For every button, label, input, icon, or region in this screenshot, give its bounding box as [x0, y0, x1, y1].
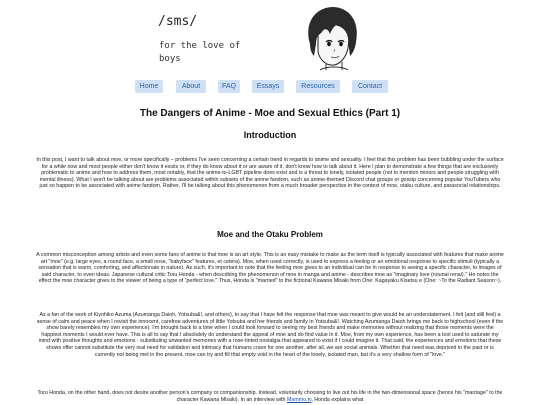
nav-home-button[interactable]: Home — [135, 80, 163, 93]
moe-paragraph-3-end: , Honda explains what — [311, 396, 364, 403]
moe-paragraph-3-start: Toru Honda, on the other hand, does not desire another person's company or companionship. Instead, voluntarily choosing to live out his life in the two-dimensional space (hence his "marriage" to the character Kawana Misaki). In an interview with — [37, 390, 503, 403]
nav-resources-button[interactable]: Resources — [296, 80, 340, 93]
intro-paragraph: In this post, I want to talk about moe, or more specifically – problems I've seen concerning a certain trend in regards to anime and sexuality. I feel that this problem has been bubbling under the surface for a while now and most people either don't know it exists or, if they do know about it or are aware of it, don't know how to talk about it. Here I plan to demonstrate a few things that are exclusively problematic to anime and how to address them, most notably, that the anime-to-LGBT pipeline does exist and is a threat to lonely, isolated people (not to mention minors and people struggling with mental illness). What I won't be talking about are problems associated within subsets of the anime fandom, such as anime-themed Discord chat groups or gossip concerning popular YouTubers who just so happen to be associated with anime fandom. Rather, I'll be talking about this phenomenon from a much broader perspective in the context of moe, otaku culture, and parasocial relationships. — [36, 157, 504, 190]
mammo-tv-link[interactable]: Mammo.tv — [286, 396, 312, 403]
intro-heading: Introduction — [243, 130, 297, 140]
site-header — [0, 0, 540, 76]
moe-paragraph-1: A common misconception among artists and even some fans of anime is that moe is an art style. This is an easy mistake to make as the term itself is typically associated with features that make anime art "moe" (e.g. large eyes, a round face, a small nose, "babyface" features, et cetera). Moe, when used correctly, is used to express a feeling or an emotional response to specific stimuli (typically a sensation that is warm, comforting, and affectionate in nature). As such, it's important to note that the feeling moe gives to an individual can be in response to seeing a specific character, to images of said character, to even ideas. Japanese cultural critic Toru Honda - when describing the phenomenon of moe in manga and anime - describes moe as "imaginary love (nounai renai)." He notes the effect the moe character gives to the viewer of being a type of "perfect love." Thus, Honda is "married" to the fictional Kawana Misaki from One: Kagayaku Kisetsu e (One: ~To the Radiant Season~). — [36, 252, 504, 285]
moe-heading: Moe and the Otaku Problem — [217, 230, 323, 239]
nav-about-button[interactable]: About — [176, 80, 206, 93]
site-tagline: for the love of boys — [159, 41, 241, 64]
girl-portrait-sketch-icon — [296, 4, 368, 72]
nav-faq-button[interactable]: FAQ — [218, 80, 240, 93]
moe-paragraph-2: As a fan of the work of Kiyohiko Azuma (Azumanga Daioh, Yotsuba&!, and others), to say that I have felt the response that moe was meant to give would be an understatement. I felt (and still feel) a sense of calm and peace when I revisit the innocent, carefree adventures of little Yotsuba and her friends and family in Yotsuba&!. Watching Azumanga Daioh brings me back to highschool (even if the show barely resembles my own experience). I'm brought back to a time when I could look forward to seeing my best friends and make memories without realizing that those moments were the happiest moments I would ever have. This is all to say that I absolutely do understand the appeal of moe and do find value in it. Moe, from my own experience, has been a tool used to saturate my mind with positive thoughts and emotions - substituting unwanted memories with a rose-tinted nostalgia that appeared to exist if I could imagine it. That said, the experiences and emotions that these shows offer cannot substitute the very real need for validation and intimacy that humans crave for one another, after all, we are social animals. Whether that need was deprived in the past or is currently not being met in the present, moe can try and fill that empty void in the heart of the lonely, isolated man, but it's a very shallow form of "love." — [36, 312, 504, 358]
main-nav — [0, 80, 540, 94]
moe-paragraph-3 — [36, 390, 504, 403]
site-title[interactable]: /sms/ — [158, 14, 198, 29]
nav-essays-button[interactable]: Essays — [252, 80, 284, 93]
post-title: The Dangers of Anime - Moe and Sexual Ethics (Part 1) — [139, 108, 401, 119]
nav-contact-button[interactable]: Contact — [352, 80, 388, 93]
